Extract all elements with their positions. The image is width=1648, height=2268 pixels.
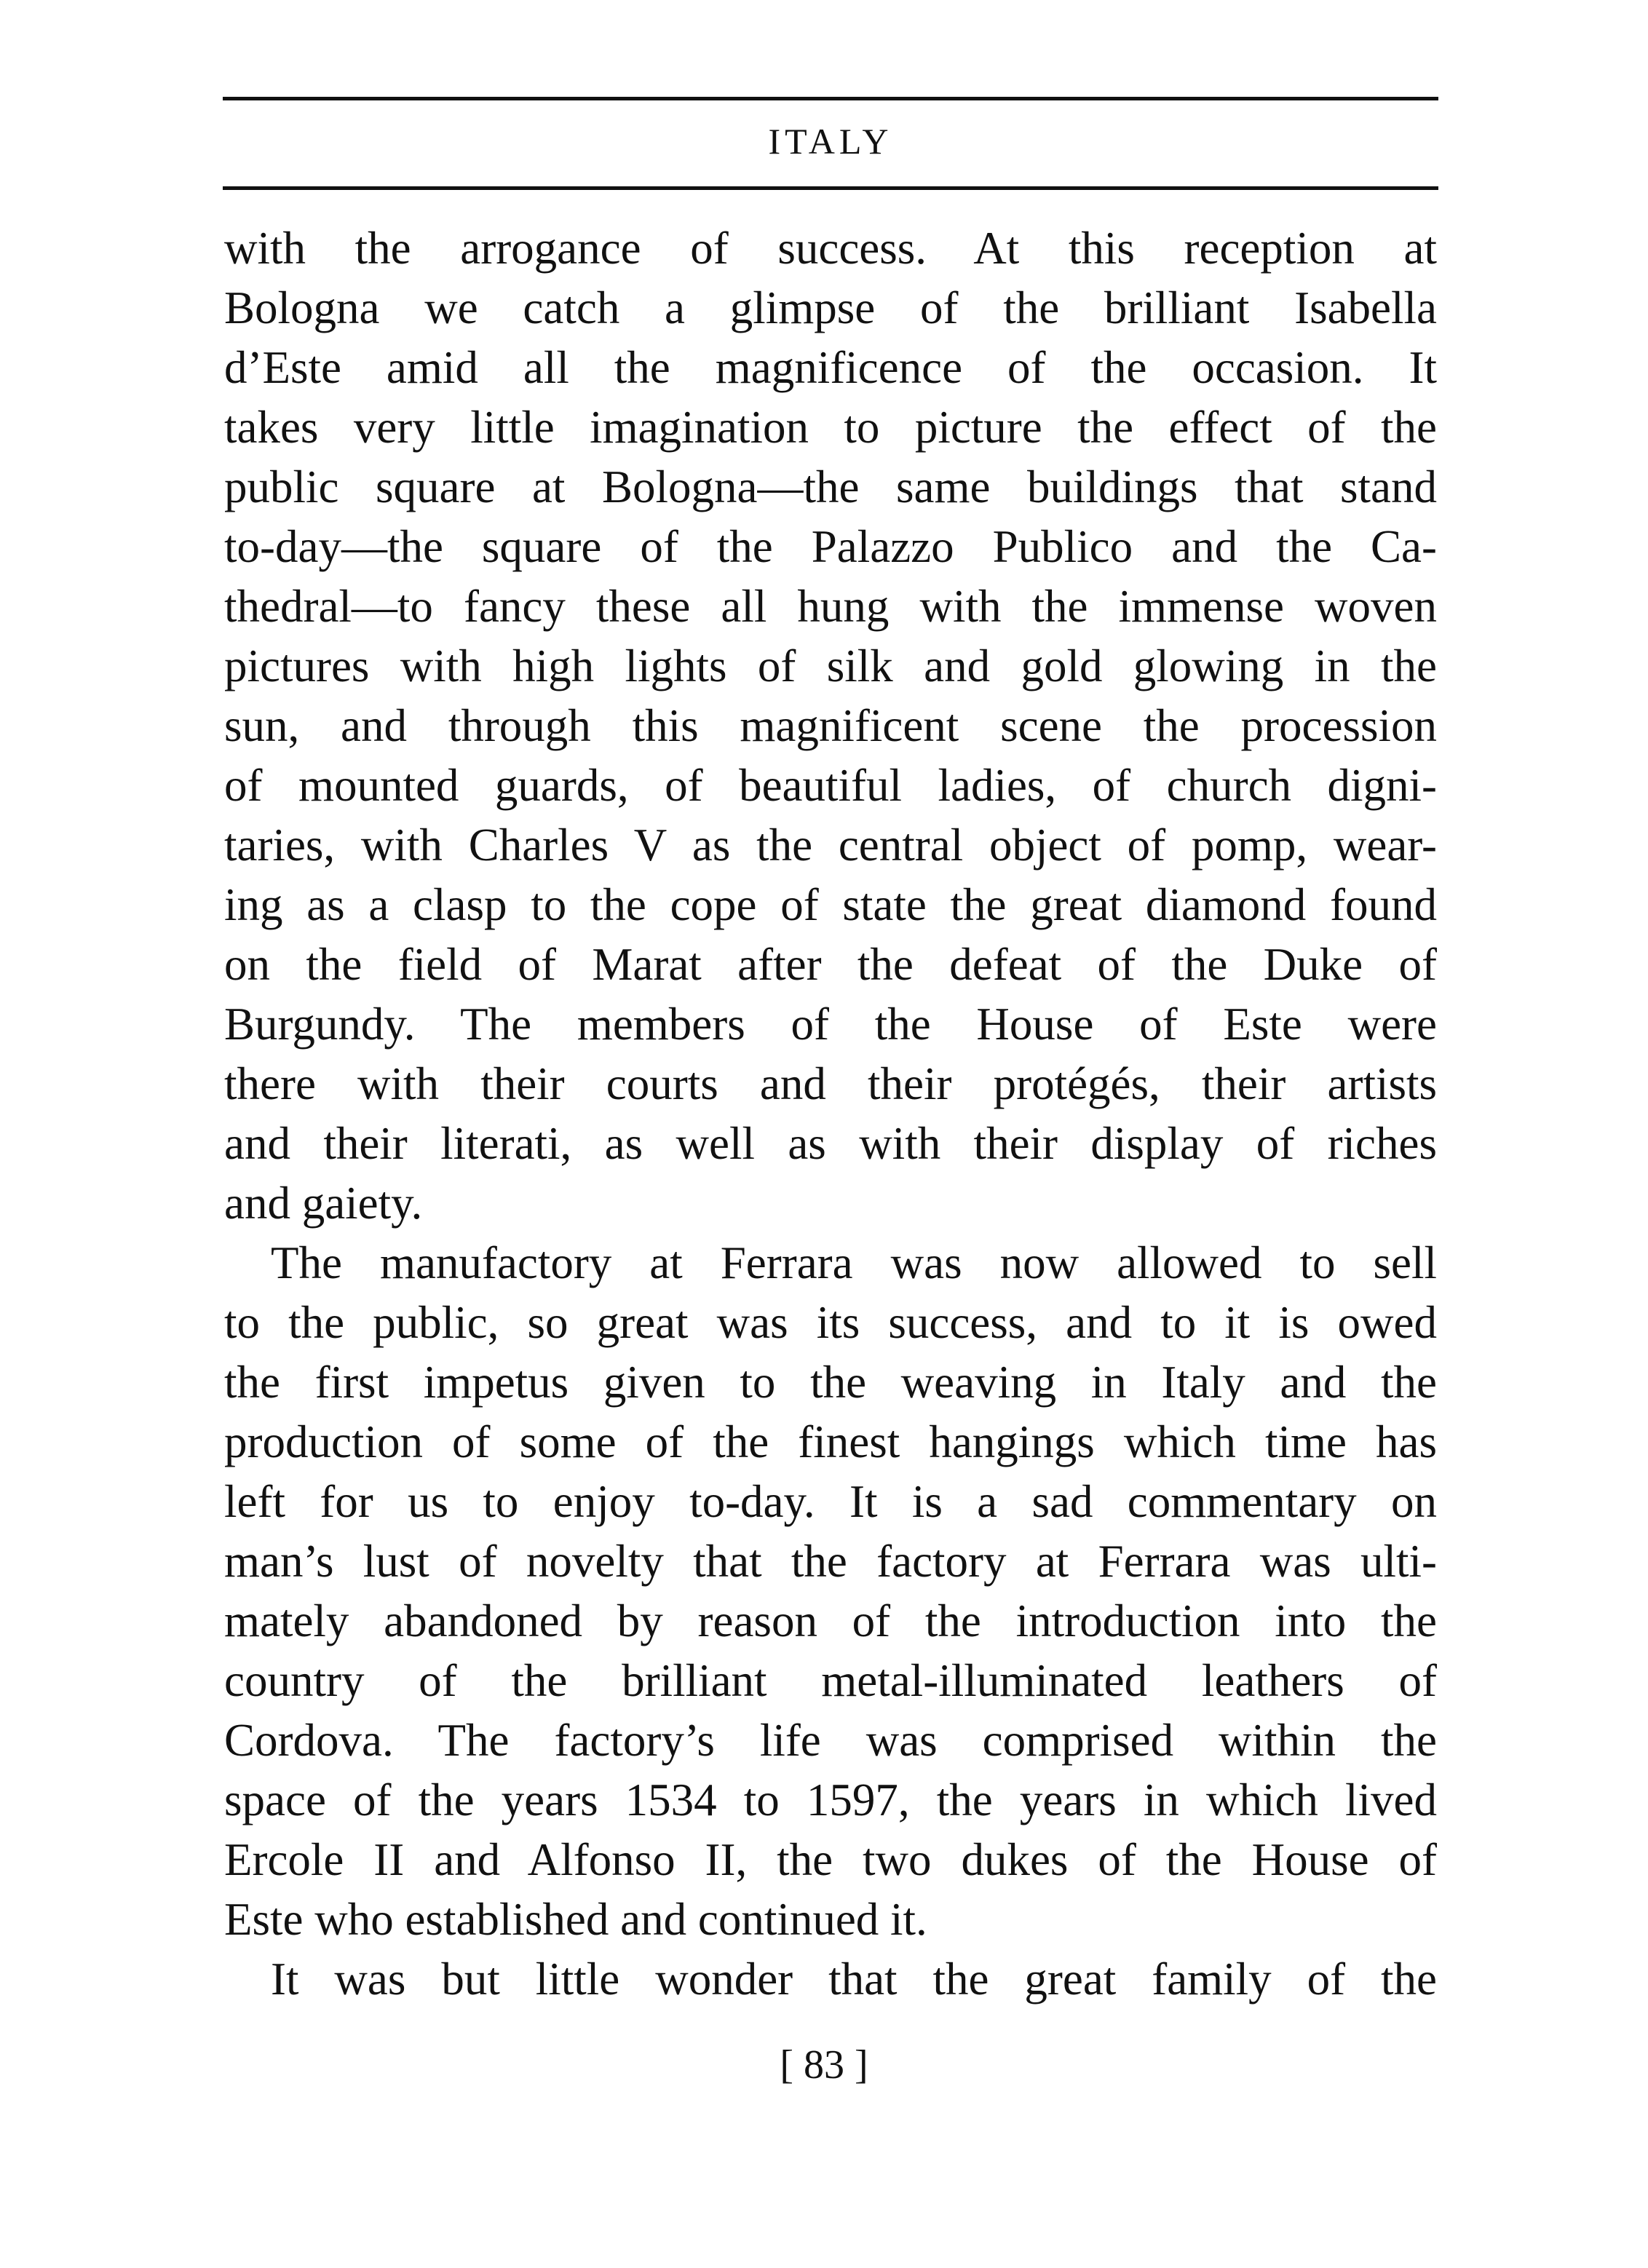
text-line: on the field of Marat after the defeat of the Duke of — [224, 939, 1437, 990]
text-line: It was but little wonder that the great family of the — [271, 1954, 1437, 2005]
text-line: of mounted guards, of beautiful ladies, of church digni- — [224, 760, 1437, 811]
text-line: space of the years 1534 to 1597, the years in which lived — [224, 1775, 1437, 1825]
text-line: left for us to enjoy to-day. It is a sad commentary on — [224, 1476, 1437, 1527]
text-line: the first impetus given to the weaving in Italy and the — [224, 1357, 1437, 1408]
text-line: and their literati, as well as with their display of riches — [224, 1118, 1437, 1169]
text-line: mately abandoned by reason of the introduction into the — [224, 1595, 1437, 1646]
running-head: ITALY — [768, 121, 893, 162]
text-line: public square at Bologna—the same buildings that stand — [224, 461, 1437, 512]
text-line: and gaiety. — [224, 1178, 423, 1229]
text-line: sun, and through this magnificent scene the procession — [224, 700, 1437, 751]
text-line: The manufactory at Ferrara was now allowed to sell — [271, 1237, 1437, 1288]
text-line: there with their courts and their protégés, their artists — [224, 1058, 1437, 1109]
body-text — [224, 218, 1437, 2009]
text-line: man’s lust of novelty that the factory at Ferrara was ulti- — [224, 1536, 1437, 1587]
text-line: to-day—the square of the Palazzo Publico and the Ca- — [224, 521, 1437, 572]
text-line: with the arrogance of success. At this reception at — [224, 223, 1437, 274]
page-number: [ 83 ] — [780, 2042, 868, 2087]
text-line: Este who established and continued it. — [224, 1894, 927, 1945]
header-rule-bottom — [223, 186, 1438, 190]
text-line: production of some of the finest hangings which time has — [224, 1416, 1437, 1467]
text-line: Bologna we catch a glimpse of the brilliant Isabella — [224, 282, 1437, 333]
text-line: taries, with Charles V as the central object of pomp, wear- — [224, 820, 1437, 871]
text-line: to the public, so great was its success, and to it is owed — [224, 1297, 1437, 1348]
text-line: country of the brilliant metal-illuminated leathers of — [224, 1655, 1437, 1706]
text-line: d’Este amid all the magnificence of the occasion. It — [224, 342, 1437, 393]
text-line: Burgundy. The members of the House of Este were — [224, 999, 1437, 1050]
text-line: Ercole II and Alfonso II, the two dukes of the House of — [224, 1834, 1437, 1885]
header-rule-top — [223, 97, 1438, 100]
text-line: takes very little imagination to picture the effect of the — [224, 402, 1437, 453]
text-line: Cordova. The factory’s life was comprised within the — [224, 1715, 1437, 1766]
text-line: ing as a clasp to the cope of state the great diamond found — [224, 879, 1437, 930]
text-line: thedral—to fancy these all hung with the immense woven — [224, 581, 1437, 632]
text-line: pictures with high lights of silk and gold glowing in the — [224, 641, 1437, 691]
